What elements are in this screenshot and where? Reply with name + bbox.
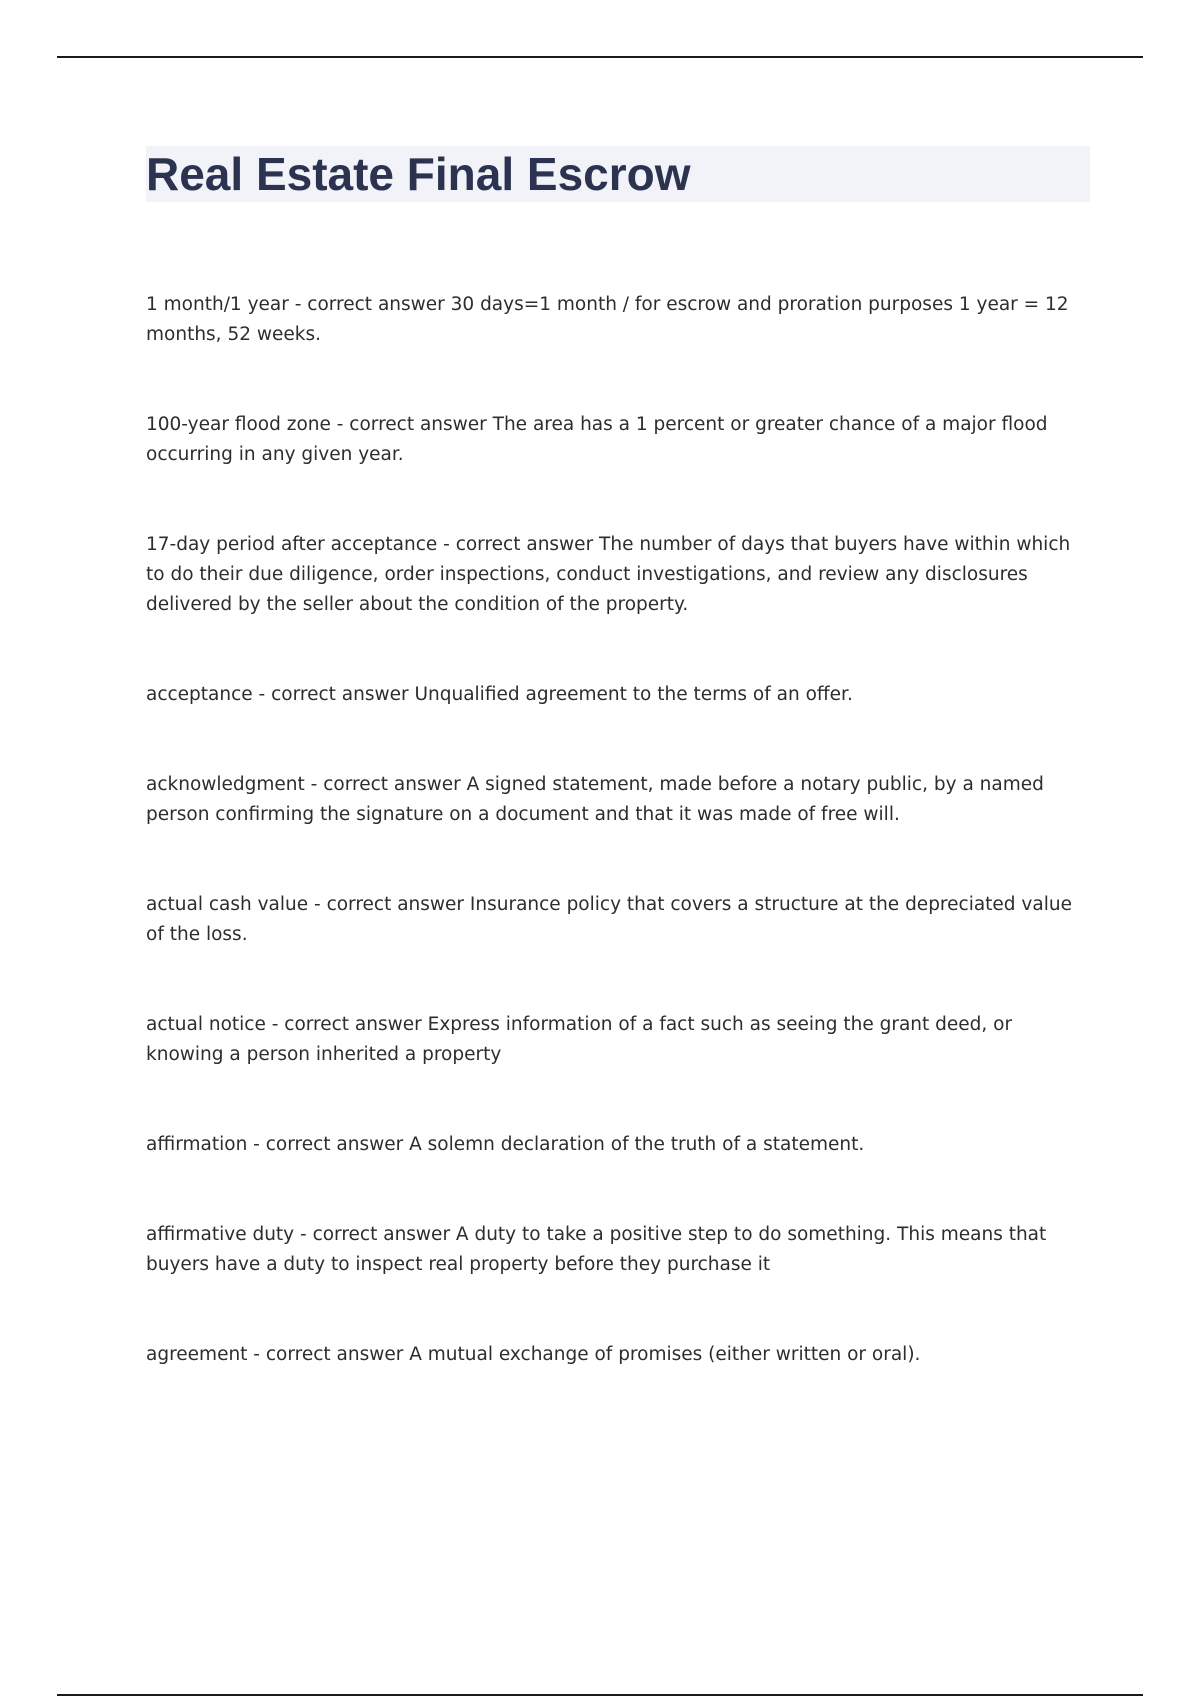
glossary-entry: 1 month/1 year - correct answer 30 days=1 month / for escrow and proration purposes 1 year = 12 months, 52 weeks. bbox=[146, 294, 1069, 345]
document-title: Real Estate Final Escrow bbox=[146, 148, 691, 200]
glossary-entry: acceptance - correct answer Unqualified agreement to the terms of an offer. bbox=[146, 684, 853, 705]
glossary-entry: actual cash value - correct answer Insurance policy that covers a structure at the depreciated value of the loss. bbox=[146, 894, 1072, 945]
glossary-list bbox=[146, 290, 1090, 1370]
title-banner bbox=[146, 146, 1090, 202]
glossary-entry: actual notice - correct answer Express information of a fact such as seeing the grant deed, or knowing a person inherited a property bbox=[146, 1014, 1013, 1065]
footer-rule bbox=[57, 1694, 1143, 1696]
glossary-entry: 17-day period after acceptance - correct answer The number of days that buyers have within which to do their due diligence, order inspections, conduct investigations, and review any disclosures delivered by the seller about the condition of the property. bbox=[146, 534, 1071, 615]
glossary-entry: affirmative duty - correct answer A duty to take a positive step to do something. This means that buyers have a duty to inspect real property before they purchase it bbox=[146, 1224, 1047, 1275]
glossary-entry: 100-year flood zone - correct answer The area has a 1 percent or greater chance of a major flood occurring in any given year. bbox=[146, 414, 1048, 465]
header-rule bbox=[57, 56, 1143, 58]
glossary-entry: affirmation - correct answer A solemn declaration of the truth of a statement. bbox=[146, 1134, 865, 1155]
glossary-entry: acknowledgment - correct answer A signed statement, made before a notary public, by a named person confirming the signature on a document and that it was made of free will. bbox=[146, 774, 1044, 825]
glossary-entry: agreement - correct answer A mutual exchange of promises (either written or oral). bbox=[146, 1344, 921, 1365]
